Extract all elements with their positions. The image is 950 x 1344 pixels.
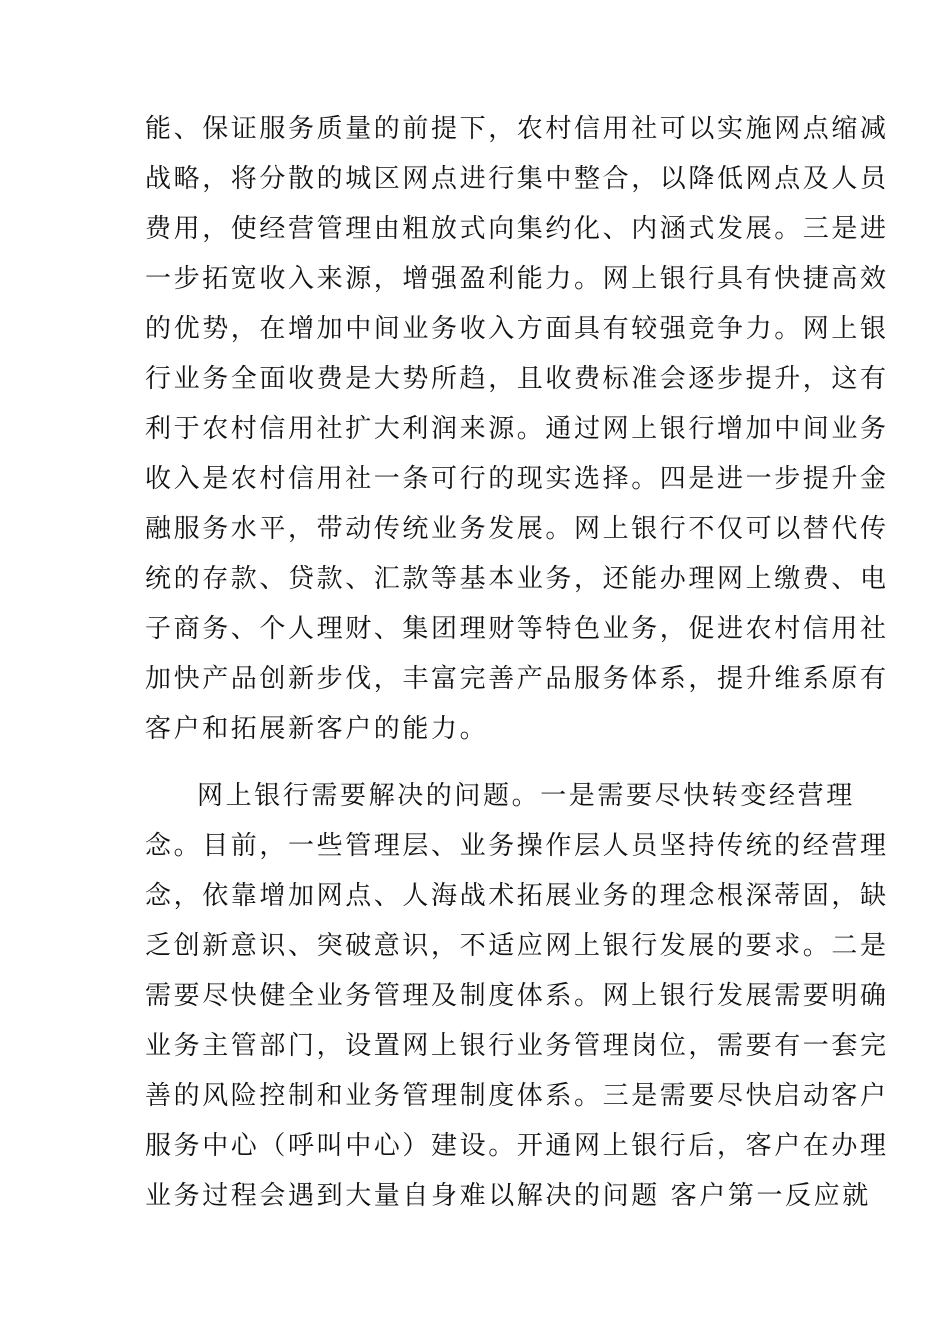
text-line: 服务中心（呼叫中心）建设。开通网上银行后，客户在办理 xyxy=(145,1131,889,1161)
text-line: 业务主管部门，设置网上银行业务管理岗位，需要有一套完 xyxy=(145,1031,889,1061)
text-line: 统的存款、贷款、汇款等基本业务，还能办理网上缴费、电 xyxy=(145,564,889,594)
text-line: 念。目前，一些管理层、业务操作层人员坚持传统的经营理 xyxy=(145,831,889,861)
text-line: 的优势，在增加中间业务收入方面具有较强竞争力。网上银 xyxy=(145,314,889,344)
text-line: 需要尽快健全业务管理及制度体系。网上银行发展需要明确 xyxy=(145,981,889,1011)
text-line: 收入是农村信用社一条可行的现实选择。四是进一步提升金 xyxy=(145,464,889,494)
text-line: 子商务、个人理财、集团理财等特色业务，促进农村信用社 xyxy=(145,614,889,644)
text-line: 加快产品创新步伐，丰富完善产品服务体系，提升维系原有 xyxy=(145,664,889,694)
text-line: 乏创新意识、突破意识，不适应网上银行发展的要求。二是 xyxy=(145,931,889,961)
text-line: 利于农村信用社扩大利润来源。通过网上银行增加中间业务 xyxy=(145,414,889,444)
text-line: 念，依靠增加网点、人海战术拓展业务的理念根深蒂固，缺 xyxy=(145,881,889,911)
text-line: 网上银行需要解决的问题。一是需要尽快转变经营理 xyxy=(197,781,855,811)
text-line: 客户和拓展新客户的能力。 xyxy=(145,714,489,744)
text-line: 行业务全面收费是大势所趋，且收费标准会逐步提升，这有 xyxy=(145,364,889,394)
text-line: 善的风险控制和业务管理制度体系。三是需要尽快启动客户 xyxy=(145,1081,889,1111)
text-line: 战略，将分散的城区网点进行集中整合，以降低网点及人员 xyxy=(145,164,889,194)
text-line: 融服务水平，带动传统业务发展。网上银行不仅可以替代传 xyxy=(145,514,889,544)
text-line: 费用，使经营管理由粗放式向集约化、内涵式发展。三是进 xyxy=(145,214,889,244)
text-line: 业务过程会遇到大量自身难以解决的问题 客户第一反应就 xyxy=(145,1181,871,1211)
text-line: 一步拓宽收入来源，增强盈利能力。网上银行具有快捷高效 xyxy=(145,264,889,294)
text-line: 能、保证服务质量的前提下，农村信用社可以实施网点缩减 xyxy=(145,114,889,144)
